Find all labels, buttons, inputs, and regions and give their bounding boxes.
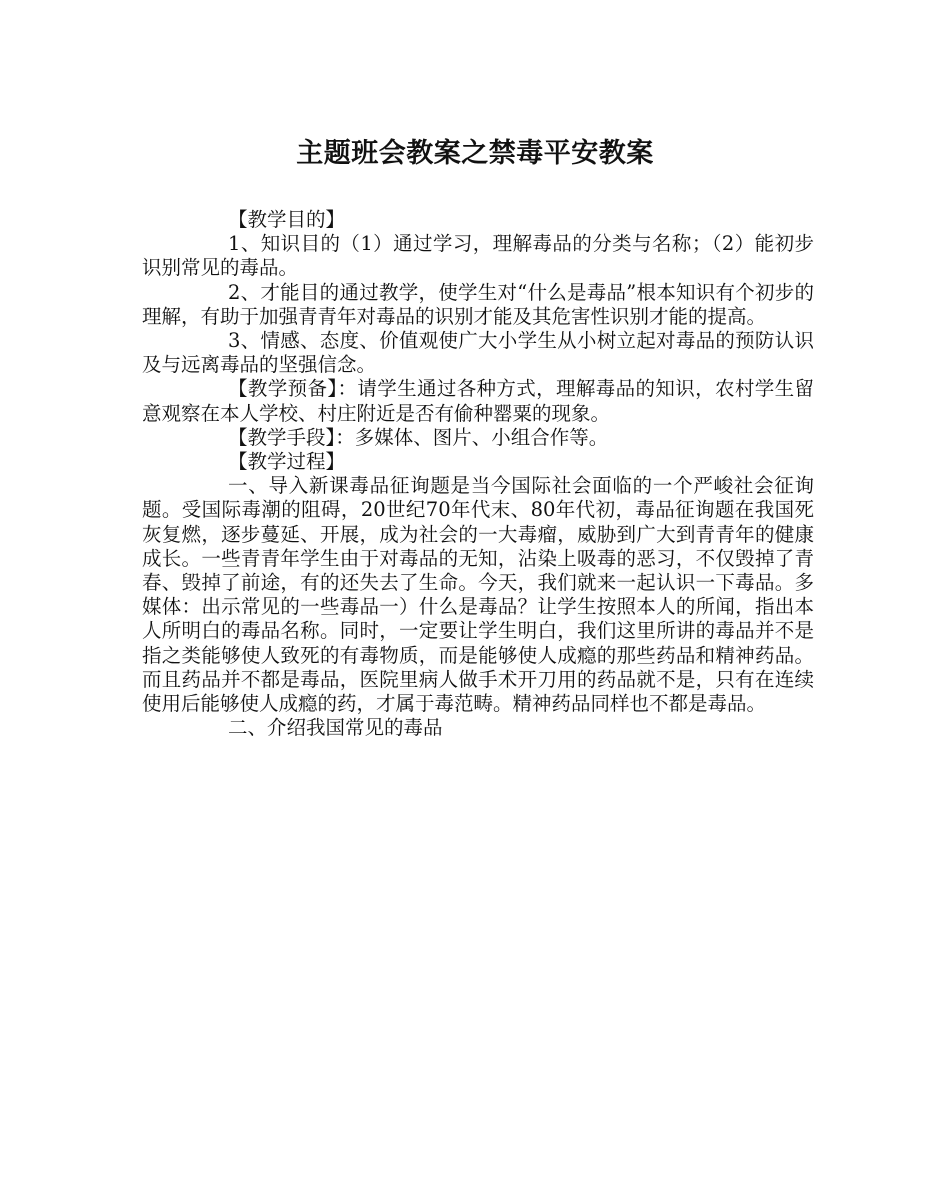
paragraph-teaching-preparation: 【教学预备】：请学生通过各种方式，理解毒品的知识，农村学生留意观察在本人学校、村庄附近是否有偷种罂粟的现象。 bbox=[142, 377, 814, 425]
document-body bbox=[142, 208, 814, 740]
paragraph-introduction: 一、导入新课毒品征询题是当今国际社会面临的一个严峻社会征询题。受国际毒潮的阻碍，20世纪70年代末、80年代初，毒品征询题在我国死灰复燃，逐步蔓延、开展，成为社会的一大毒瘤，威胁到广大到青青年的健康成长。一些青青年学生由于对毒品的无知，沾染上吸毒的恶习，不仅毁掉了青春、毁掉了前途，有的还失去了生命。今天，我们就来一起认识一下毒品。多媒体：出示常见的一些毒品一）什么是毒品？让学生按照本人的所闻，指出本人所明白的毒品名称。同时，一定要让学生明白，我们这里所讲的毒品并不是指之类能够使人致死的有毒物质，而是能够使人成瘾的那些药品和精神药品。而且药品并不都是毒品，医院里病人做手术开刀用的药品就不是，只有在连续使用后能够使人成瘾的药，才属于毒范畴。精神药品同样也不都是毒品。 bbox=[142, 474, 814, 716]
paragraph-teaching-means: 【教学手段】：多媒体、图片、小组合作等。 bbox=[228, 425, 609, 449]
paragraph-emotion-objective: 3、情感、态度、价值观使广大小学生从小树立起对毒品的预防认识及与远离毒品的坚强信念。 bbox=[142, 329, 814, 377]
paragraph-knowledge-objective: 1、知识目的（1）通过学习，理解毒品的分类与名称；（2）能初步识别常见的毒品。 bbox=[142, 232, 814, 280]
paragraph-common-drugs-heading: 二、介绍我国常见的毒品 bbox=[228, 716, 443, 740]
section-heading-teaching-process: 【教学过程】 bbox=[228, 450, 346, 474]
document-title: 主题班会教案之禁毒平安教案 bbox=[296, 138, 654, 169]
section-heading-teaching-objectives: 【教学目的】 bbox=[228, 208, 346, 231]
paragraph-ability-objective: 2、才能目的通过教学，使学生对“什么是毒品”根本知识有个初步的理解，有助于加强青青年对毒品的识别才能及其危害性识别才能的提高。 bbox=[142, 280, 814, 328]
